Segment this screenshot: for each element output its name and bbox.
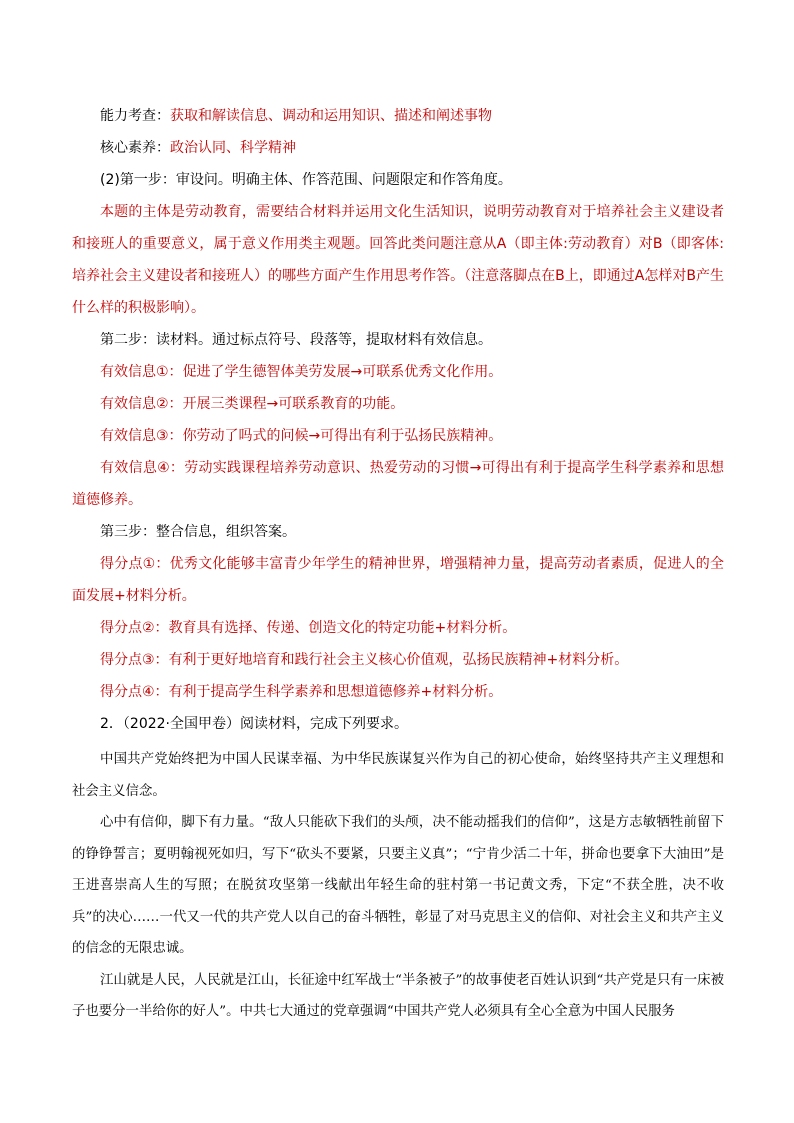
info4-text: 劳动实践课程培养劳动意识、热爱劳动的习惯→可得出有利于提高学生科学素养和思想道德修养。 [72, 460, 724, 508]
point4-text: 有利于提高学生科学素养和思想道德修养+材料分析。 [168, 684, 503, 700]
step3-line: 第三步：整合信息，组织答案。 [100, 524, 296, 540]
step1-line: (2)第一步：审设问。明确主体、作答范围、问题限定和作答角度。 [100, 172, 512, 188]
point3-line [72, 644, 724, 676]
ability-text: 获取和解读信息、调动和运用知识、描述和阐述事物 [170, 108, 492, 124]
literacy-line [72, 132, 724, 164]
point4-label: 得分点④： [100, 684, 169, 700]
info1-label: 有效信息①： [100, 364, 183, 380]
step2-line: 第二步：读材料。通过标点符号、段落等，提取材料有效信息。 [100, 332, 492, 348]
material-paragraph-2: 心中有信仰，脚下有力量。“敌人只能砍下我们的头颅，决不能动摇我们的信仰”，这是方志敏牺牲前留下的铮铮誓言；夏明翰视死如归，写下“砍头不要紧，只要主义真”；“宁肯少活二十年，拼命也要拿下大油田”是王进喜崇高人生的写照；在脱贫攻坚第一线献出年轻生命的驻村第一书记黄文秀，下定“不获全胜，决不收兵”的决心……一代又一代的共产党人以自己的奋斗牺牲，彰显了对马克思主义的信仰、对社会主义和共产主义的信念的无限忠诚。 [72, 815, 724, 956]
step1-detail: 本题的主体是劳动教育，需要结合材料并运用文化生活知识，说明劳动教育对于培养社会主义建设者和接班人的重要意义，属于意义作用类主观题。回答此类问题注意从A（即主体:劳动教育）对B（即客体:培养社会主义建设者和接班人）的哪些方面产生作用思考作答。（注意落脚点在B上，即通过A怎样对B产生什么样的积极影响）。 [72, 204, 724, 316]
point1-label: 得分点①： [100, 556, 170, 572]
question2-heading: 2．（2022·全国甲卷）阅读材料，完成下列要求。 [100, 716, 408, 732]
info2-line [72, 388, 724, 420]
point4-line [72, 676, 724, 708]
info1-text: 促进了学生德智体美劳发展→可联系优秀文化作用。 [182, 364, 503, 380]
ability-line [72, 100, 724, 132]
point2-line [72, 612, 724, 644]
literacy-label: 核心素养： [100, 140, 170, 156]
info1-line [72, 356, 724, 388]
info3-text: 你劳动了吗式的问候→可得出有利于弘扬民族精神。 [182, 428, 503, 444]
document-body [72, 100, 724, 1028]
info2-label: 有效信息②： [100, 396, 183, 412]
point2-label: 得分点②： [100, 620, 169, 636]
point2-text: 教育具有选择、传递、创造文化的特定功能+材料分析。 [168, 620, 517, 636]
point3-label: 得分点③： [100, 652, 169, 668]
material-paragraph-3: 江山就是人民，人民就是江山，长征途中红军战士“半条被子”的故事使老百姓认识到“共产党是只有一床被子也要分一半给你的好人”。中共七大通过的党章强调“中国共产党人必须具有全心全意为中国人民服务 [72, 972, 724, 1019]
info2-text: 开展三类课程→可联系教育的功能。 [182, 396, 405, 412]
point1-text: 优秀文化能够丰富青少年学生的精神世界，增强精神力量，提高劳动者素质，促进人的全面发展+材料分析。 [72, 556, 724, 604]
info3-line [72, 420, 724, 452]
info4-label: 有效信息④： [100, 460, 185, 476]
material-paragraph-1: 中国共产党始终把为中国人民谋幸福、为中华民族谋复兴作为自己的初心使命，始终坚持共产主义理想和社会主义信念。 [72, 752, 724, 799]
info3-label: 有效信息③： [100, 428, 183, 444]
point3-text: 有利于更好地培育和践行社会主义核心价值观，弘扬民族精神+材料分析。 [168, 652, 629, 668]
point1-line [72, 548, 724, 612]
ability-label: 能力考查： [100, 108, 170, 124]
info4-line [72, 452, 724, 516]
literacy-text: 政治认同、科学精神 [170, 140, 296, 156]
